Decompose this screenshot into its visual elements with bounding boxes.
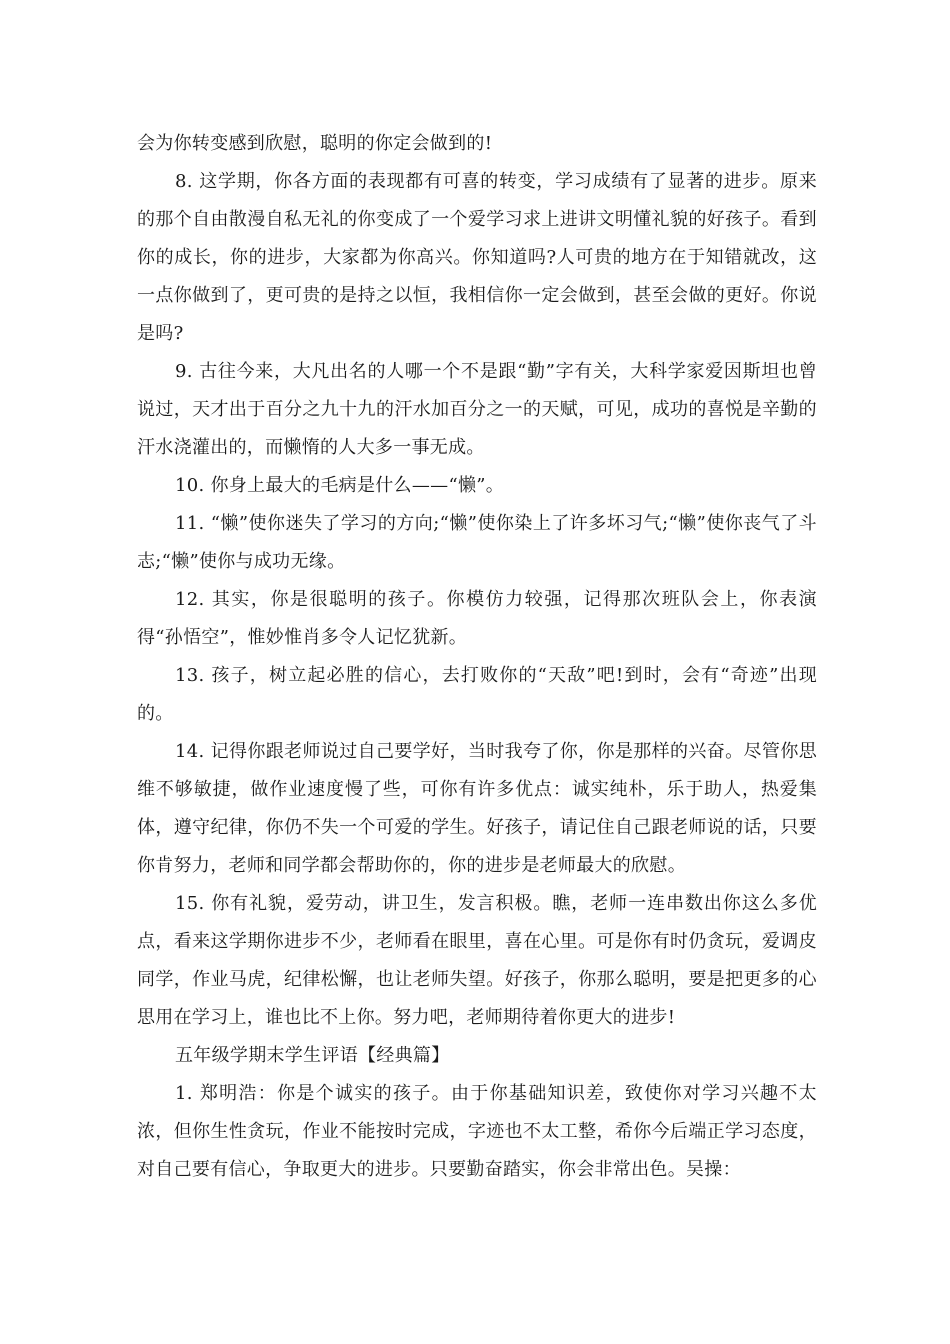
paragraph-comment-13: 13. 孩子，树立起必胜的信心，去打败你的“天敌”吧!到时，会有“奇迹”出现的。 <box>137 665 817 724</box>
paragraph-continuation: 会为你转变感到欣慰，聪明的你定会做到的! <box>137 133 493 154</box>
paragraph-comment-15: 15. 你有礼貌，爱劳动，讲卫生，发言积极。瞧，老师一连串数出你这么多优点，看来这学期你进步不少，老师看在眼里，喜在心里。可是你有时仍贪玩，爱调皮同学，作业马虎，纪律松懈，也让老师失望。好孩子，你那么聪明，要是把更多的心思用在学习上，谁也比不上你。努力吧，老师期待着你更大的进步! <box>137 893 817 1028</box>
paragraph-comment-8: 8. 这学期，你各方面的表现都有可喜的转变，学习成绩有了显著的进步。原来的那个自由散漫自私无礼的你变成了一个爱学习求上进讲文明懂礼貌的好孩子。看到你的成长，你的进步，大家都为你高兴。你知道吗?人可贵的地方在于知错就改，这一点你做到了，更可贵的是持之以恒，我相信你一定会做到，甚至会做的更好。你说是吗? <box>137 171 817 344</box>
paragraph-comment-9: 9. 古往今来，大凡出名的人哪一个不是跟“勤”字有关，大科学家爱因斯坦也曾说过，天才出于百分之九十九的汗水加百分之一的天赋，可见，成功的喜悦是辛勤的汗水浇灌出的，而懒惰的人大多一事无成。 <box>137 361 817 458</box>
document-page <box>137 125 817 1189</box>
paragraph-comment-10: 10. 你身上最大的毛病是什么——“懒”。 <box>175 475 505 496</box>
paragraph-classic-1: 1. 郑明浩：你是个诚实的孩子。由于你基础知识差，致使你对学习兴趣不太浓，但你生性贪玩，作业不能按时完成，字迹也不太工整，希你今后端正学习态度，对自己要有信心，争取更大的进步。只要勤奋踏实，你会非常出色。吴操： <box>137 1083 817 1180</box>
paragraph-comment-14: 14. 记得你跟老师说过自己要学好，当时我夸了你，你是那样的兴奋。尽管你思维不够敏捷，做作业速度慢了些，可你有许多优点：诚实纯朴，乐于助人，热爱集体，遵守纪律，你仍不失一个可爱的学生。好孩子，请记住自己跟老师说的话，只要你肯努力，老师和同学都会帮助你的，你的进步是老师最大的欣慰。 <box>137 741 817 876</box>
paragraph-comment-12: 12. 其实，你是很聪明的孩子。你模仿力较强，记得那次班队会上，你表演得“孙悟空”，惟妙惟肖多令人记忆犹新。 <box>137 589 817 648</box>
section-heading: 五年级学期末学生评语【经典篇】 <box>175 1045 450 1066</box>
paragraph-comment-11: 11. “懒”使你迷失了学习的方向;“懒”使你染上了许多坏习气;“懒”使你丧气了斗志;“懒”使你与成功无缘。 <box>137 513 817 572</box>
